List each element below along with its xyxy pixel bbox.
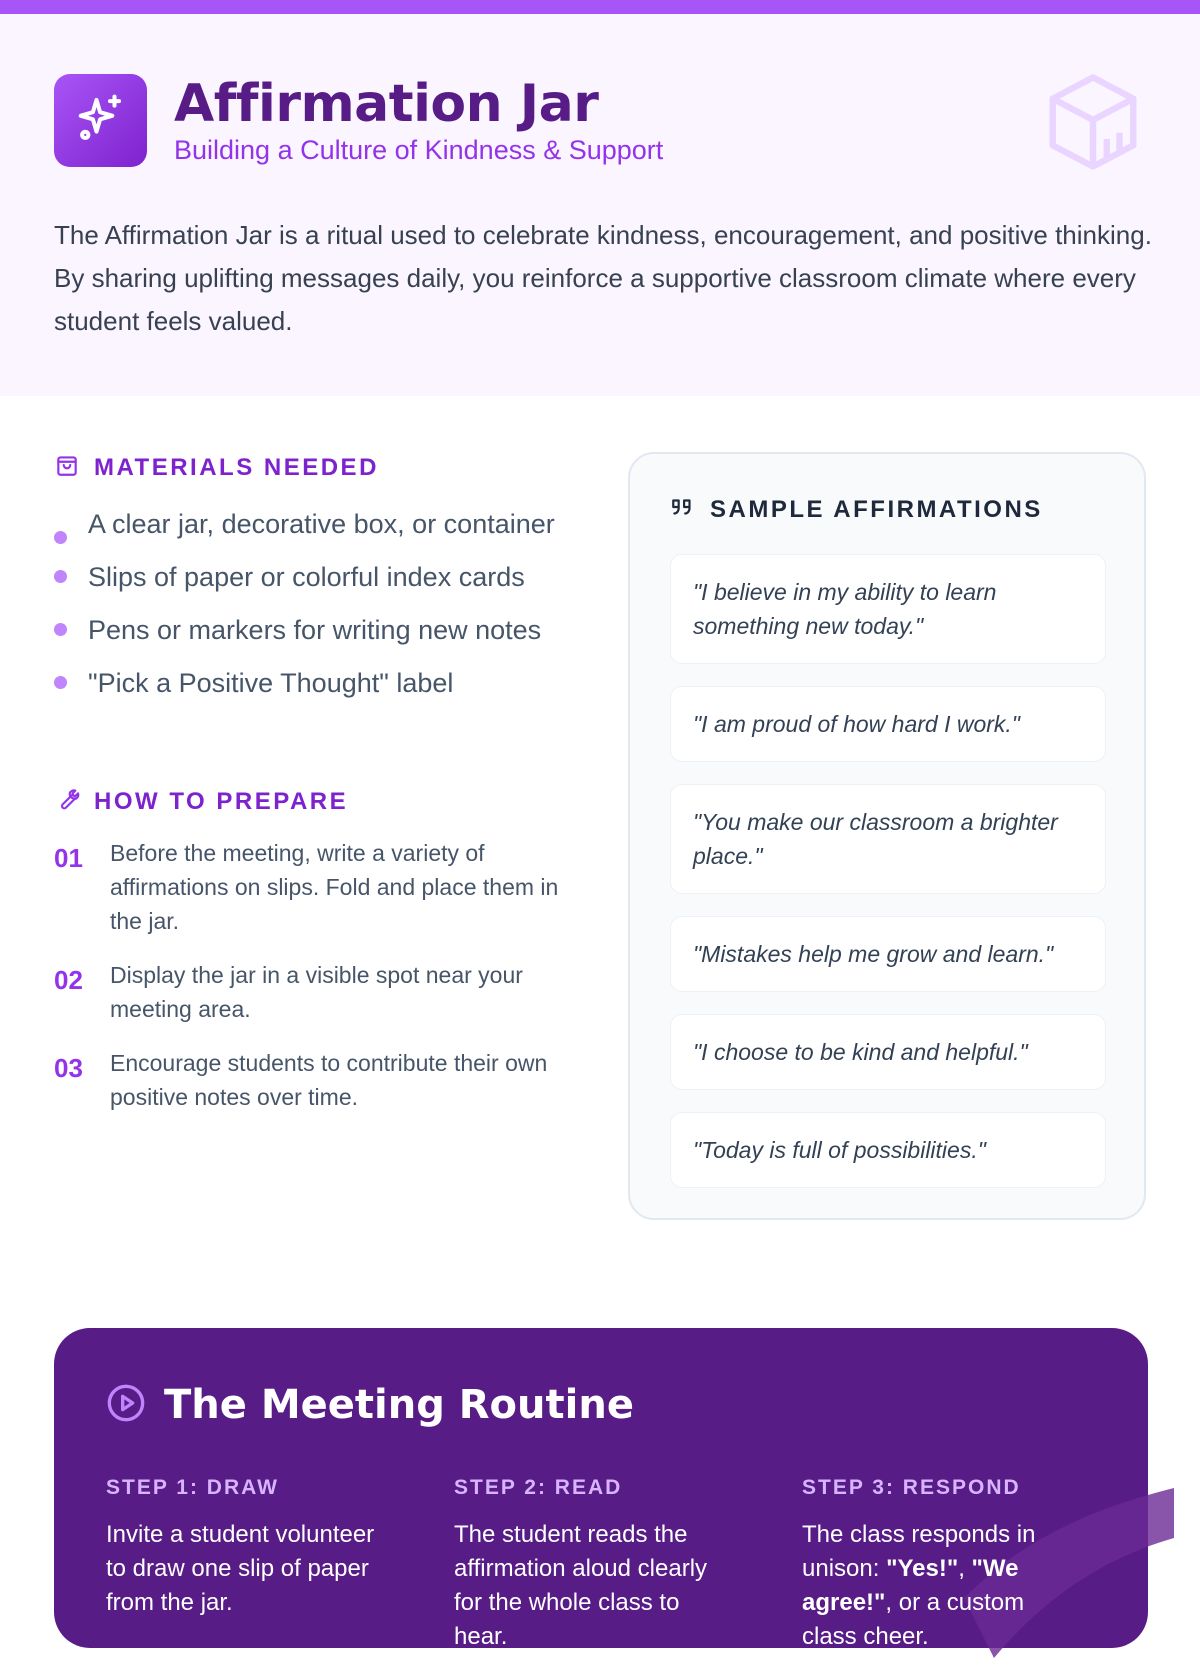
routine-step-text <box>802 1518 1084 1654</box>
hero-section <box>0 14 1200 396</box>
routine-step-label: STEP 2: READ <box>454 1476 623 1499</box>
routine-step <box>106 1476 388 1654</box>
routine-step <box>802 1476 1084 1654</box>
shopping-bag-icon <box>54 452 80 483</box>
wrench-icon <box>54 786 80 817</box>
routine-step <box>454 1476 736 1654</box>
cheer-we-agree: "We agree!" <box>802 1555 1019 1616</box>
prepare-heading <box>54 786 348 817</box>
routine-heading <box>106 1382 634 1428</box>
page-title: Affirmation Jar <box>174 74 599 134</box>
list-item-text: A clear jar, decorative box, or container <box>88 509 555 539</box>
affirmation-item: "You make our classroom a brighter place." <box>670 784 1106 894</box>
prepare-heading-label: HOW TO PREPARE <box>94 787 349 815</box>
step-number: 03 <box>54 1053 83 1083</box>
list-item <box>54 610 574 650</box>
bullet-dot <box>54 623 67 636</box>
list-item-text: "Pick a Positive Thought" label <box>88 668 454 698</box>
materials-heading-label: MATERIALS NEEDED <box>94 453 379 481</box>
bullet-dot <box>54 676 67 689</box>
affirmations-list <box>670 554 1106 1210</box>
step-text: Display the jar in a visible spot near your meeting area. <box>110 962 523 1022</box>
affirmations-heading <box>670 494 1043 525</box>
bullet-dot <box>54 531 67 544</box>
step-text-separator: , <box>958 1555 972 1582</box>
top-accent-bar <box>0 0 1200 14</box>
affirmation-item: "I choose to be kind and helpful." <box>670 1014 1106 1090</box>
routine-step-label: STEP 3: RESPOND <box>802 1476 1021 1499</box>
cheer-yes: "Yes!" <box>886 1555 959 1582</box>
list-item <box>54 557 574 597</box>
affirmation-item: "Today is full of possibilities." <box>670 1112 1106 1188</box>
jar-icon <box>1040 69 1146 175</box>
bullet-dot <box>54 570 67 583</box>
step-number: 02 <box>54 965 83 995</box>
materials-list <box>54 504 574 716</box>
list-item <box>54 663 574 703</box>
list-item <box>54 1046 574 1114</box>
routine-step-text: Invite a student volunteer to draw one slip of paper from the jar. <box>106 1521 375 1616</box>
step-text-prefix: The class responds in unison: <box>802 1521 1036 1582</box>
quote-icon <box>670 494 696 525</box>
sparkles-icon <box>74 91 128 150</box>
routine-step-label: STEP 1: DRAW <box>106 1476 279 1499</box>
list-item <box>54 836 574 938</box>
logo-badge <box>54 74 147 167</box>
intro-paragraph: The Affirmation Jar is a ritual used to celebrate kindness, encouragement, and positive thinking. By sharing uplifting messages daily, you reinforce a supportive classroom climate where every student feels valued. <box>54 220 1152 336</box>
list-item-text: Pens or markers for writing new notes <box>88 615 542 645</box>
materials-heading <box>54 452 379 483</box>
page-subtitle: Building a Culture of Kindness & Support <box>174 135 664 165</box>
play-circle-icon <box>106 1383 146 1428</box>
step-text: Encourage students to contribute their own positive notes over time. <box>110 1050 548 1110</box>
routine-step-text: The student reads the affirmation aloud clearly for the whole class to hear. <box>454 1521 708 1650</box>
routine-title: The Meeting Routine <box>164 1382 634 1428</box>
prepare-steps <box>54 836 574 1134</box>
step-text-suffix: , or a custom class cheer. <box>802 1589 1025 1650</box>
meeting-routine-section <box>54 1328 1148 1648</box>
list-item <box>54 958 574 1026</box>
routine-steps <box>106 1476 1116 1654</box>
step-text: Before the meeting, write a variety of affirmations on slips. Fold and place them in the jar. <box>110 840 559 934</box>
list-item <box>54 504 574 544</box>
step-number: 01 <box>54 843 83 873</box>
affirmations-heading-label: SAMPLE AFFIRMATIONS <box>710 495 1043 523</box>
affirmation-item: "Mistakes help me grow and learn." <box>670 916 1106 992</box>
sample-affirmations-card <box>628 452 1146 1220</box>
affirmation-item: "I believe in my ability to learn something new today." <box>670 554 1106 664</box>
list-item-text: Slips of paper or colorful index cards <box>88 562 525 592</box>
affirmation-item: "I am proud of how hard I work." <box>670 686 1106 762</box>
